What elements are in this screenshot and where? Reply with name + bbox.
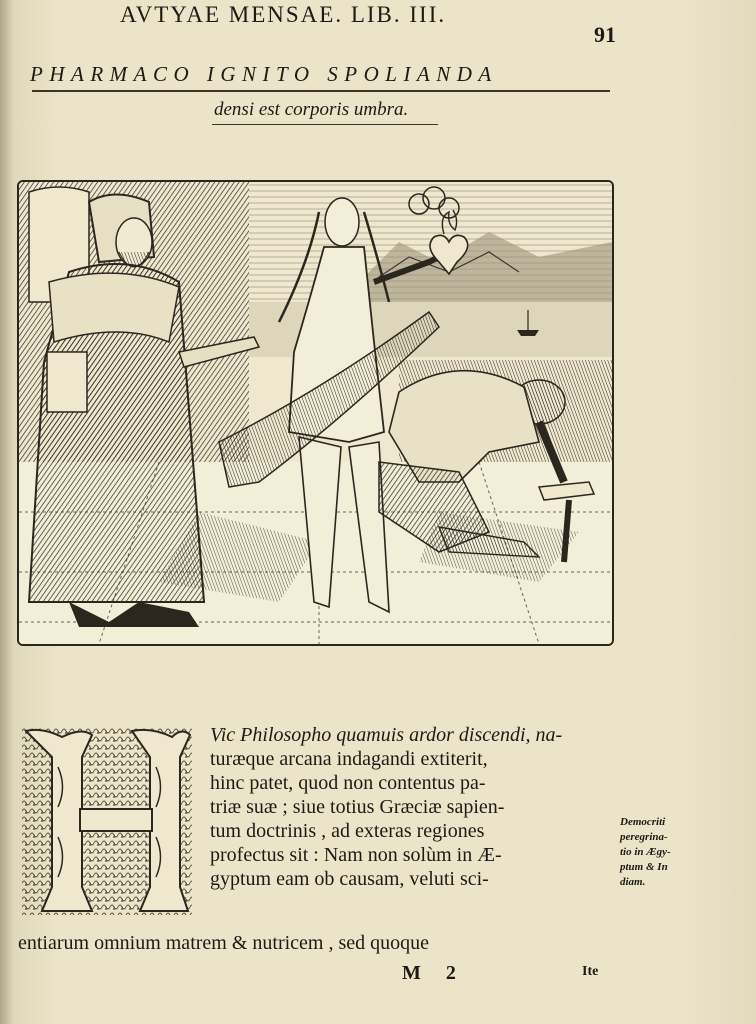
gutter-shadow [0,0,14,1024]
marginal-note-line: ptum & In [620,861,668,873]
marginal-note-line: peregrina- [620,831,668,843]
marginal-note [620,815,740,890]
marginal-note-line: Democriti [620,816,666,828]
body-line-full-width: entiarum omnium matrem & nutricem , sed quoque [18,932,430,954]
motto-underline-2 [212,124,438,125]
page-number: 91 [594,22,616,47]
body-line: Vic Philosopho quamuis ardor discendi, na- [210,724,563,746]
emblem-engraving [17,180,614,646]
initial-h-icon [22,727,192,915]
body-line: gyptum eam ob causam, veluti sci- [210,868,489,890]
ornamental-initial-h [22,727,192,915]
motto-underline-1 [32,90,610,92]
running-head: AVTYAE MENSAE. LIB. III. [120,2,447,27]
body-line: hinc patet, quod non contentus pa- [210,772,486,794]
emblem-motto-line2: densi est corporis umbra. [214,99,409,120]
signature-mark: M 2 [402,962,466,984]
catchword: Ite [582,964,599,979]
engraving-image [19,182,612,644]
marginal-note-line: diam. [620,876,646,888]
marginal-note-line: tio in Ægy- [620,846,671,858]
body-line: triæ suæ ; siue totius Græciæ sapien- [210,796,505,818]
body-line: tum doctrinis , ad exteras regiones [210,820,485,842]
body-line: turæque arcana indagandi extiterit, [210,748,488,770]
emblem-motto-line1: PHARMACO IGNITO SPOLIANDA [30,62,498,86]
body-paragraph [210,723,606,891]
body-line: profectus sit : Nam non solùm in Æ- [210,844,502,866]
